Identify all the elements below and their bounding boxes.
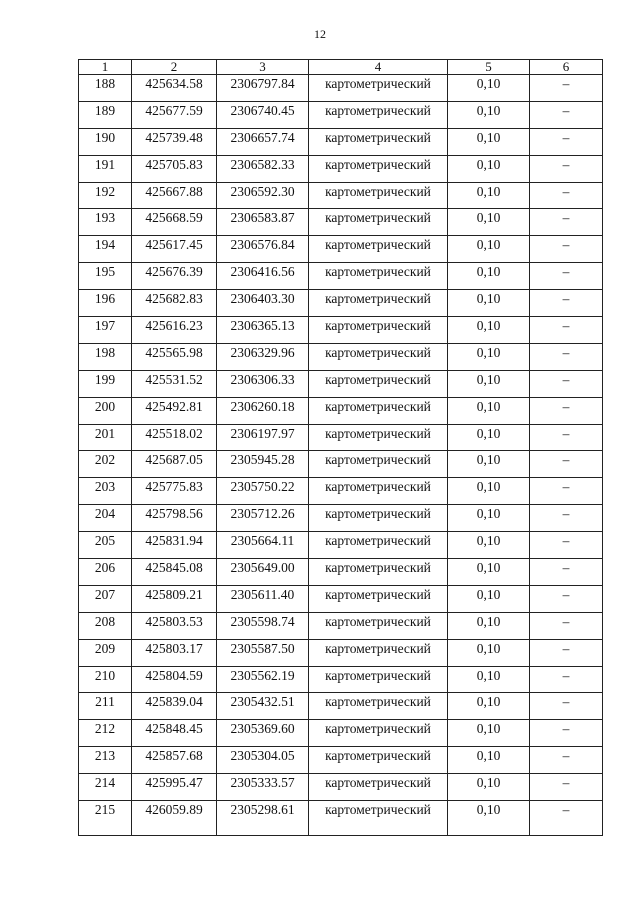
point-number-cell: 214 [79, 774, 132, 801]
accuracy-cell: 0,10 [448, 478, 530, 505]
note-cell: – [530, 101, 603, 128]
point-number-cell: 188 [79, 75, 132, 102]
accuracy-cell: 0,10 [448, 505, 530, 532]
method-cell: картометрический [309, 774, 448, 801]
point-number-cell: 192 [79, 182, 132, 209]
y-coordinate-cell: 2305304.05 [217, 747, 309, 774]
y-coordinate-cell: 2306403.30 [217, 290, 309, 317]
note-cell: – [530, 666, 603, 693]
point-number-cell: 198 [79, 343, 132, 370]
point-number-cell: 206 [79, 559, 132, 586]
accuracy-cell: 0,10 [448, 317, 530, 344]
y-coordinate-cell: 2305649.00 [217, 559, 309, 586]
accuracy-cell: 0,10 [448, 451, 530, 478]
x-coordinate-cell: 425705.83 [132, 155, 217, 182]
table-row [79, 101, 603, 128]
x-coordinate-cell: 425531.52 [132, 370, 217, 397]
x-coordinate-cell: 425668.59 [132, 209, 217, 236]
method-cell: картометрический [309, 693, 448, 720]
method-cell: картометрический [309, 263, 448, 290]
note-cell: – [530, 559, 603, 586]
y-coordinate-cell: 2306740.45 [217, 101, 309, 128]
page-number: 12 [314, 27, 326, 41]
point-number-cell: 204 [79, 505, 132, 532]
note-cell: – [530, 317, 603, 344]
method-cell: картометрический [309, 128, 448, 155]
point-number-cell: 193 [79, 209, 132, 236]
note-cell: – [530, 209, 603, 236]
note-cell: – [530, 128, 603, 155]
note-cell: – [530, 585, 603, 612]
x-coordinate-cell: 425803.53 [132, 612, 217, 639]
y-coordinate-cell: 2306365.13 [217, 317, 309, 344]
point-number-cell: 209 [79, 639, 132, 666]
table-row [79, 370, 603, 397]
table-row [79, 209, 603, 236]
table-row [79, 801, 603, 836]
method-cell: картометрический [309, 451, 448, 478]
method-cell: картометрический [309, 478, 448, 505]
method-cell: картометрический [309, 666, 448, 693]
table-row [79, 774, 603, 801]
x-coordinate-cell: 425739.48 [132, 128, 217, 155]
y-coordinate-cell: 2306416.56 [217, 263, 309, 290]
x-coordinate-cell: 425682.83 [132, 290, 217, 317]
point-number-cell: 210 [79, 666, 132, 693]
point-number-cell: 207 [79, 585, 132, 612]
x-coordinate-cell: 426059.89 [132, 801, 217, 836]
table-row [79, 639, 603, 666]
accuracy-cell: 0,10 [448, 801, 530, 836]
coordinates-table [78, 59, 603, 836]
note-cell: – [530, 505, 603, 532]
y-coordinate-cell: 2306797.84 [217, 75, 309, 102]
table-row [79, 451, 603, 478]
x-coordinate-cell: 425804.59 [132, 666, 217, 693]
accuracy-cell: 0,10 [448, 263, 530, 290]
x-coordinate-cell: 425775.83 [132, 478, 217, 505]
method-cell: картометрический [309, 101, 448, 128]
table-row [79, 317, 603, 344]
accuracy-cell: 0,10 [448, 532, 530, 559]
table-row [79, 747, 603, 774]
point-number-cell: 189 [79, 101, 132, 128]
method-cell: картометрический [309, 236, 448, 263]
y-coordinate-cell: 2306260.18 [217, 397, 309, 424]
table-row [79, 585, 603, 612]
accuracy-cell: 0,10 [448, 639, 530, 666]
point-number-cell: 196 [79, 290, 132, 317]
y-coordinate-cell: 2305598.74 [217, 612, 309, 639]
note-cell: – [530, 155, 603, 182]
accuracy-cell: 0,10 [448, 343, 530, 370]
note-cell: – [530, 182, 603, 209]
note-cell: – [530, 747, 603, 774]
y-coordinate-cell: 2306306.33 [217, 370, 309, 397]
method-cell: картометрический [309, 720, 448, 747]
point-number-cell: 203 [79, 478, 132, 505]
accuracy-cell: 0,10 [448, 209, 530, 236]
note-cell: – [530, 290, 603, 317]
method-cell: картометрический [309, 612, 448, 639]
header-row [79, 60, 603, 75]
note-cell: – [530, 801, 603, 836]
x-coordinate-cell: 425798.56 [132, 505, 217, 532]
accuracy-cell: 0,10 [448, 585, 530, 612]
method-cell: картометрический [309, 559, 448, 586]
point-number-cell: 200 [79, 397, 132, 424]
y-coordinate-cell: 2305611.40 [217, 585, 309, 612]
point-number-cell: 215 [79, 801, 132, 836]
x-coordinate-cell: 425809.21 [132, 585, 217, 612]
point-number-cell: 208 [79, 612, 132, 639]
column-header-5: 5 [448, 60, 530, 75]
note-cell: – [530, 612, 603, 639]
y-coordinate-cell: 2305432.51 [217, 693, 309, 720]
note-cell: – [530, 639, 603, 666]
table-body [79, 75, 603, 836]
x-coordinate-cell: 425839.04 [132, 693, 217, 720]
method-cell: картометрический [309, 209, 448, 236]
point-number-cell: 205 [79, 532, 132, 559]
method-cell: картометрический [309, 317, 448, 344]
accuracy-cell: 0,10 [448, 424, 530, 451]
point-number-cell: 190 [79, 128, 132, 155]
x-coordinate-cell: 425676.39 [132, 263, 217, 290]
accuracy-cell: 0,10 [448, 182, 530, 209]
y-coordinate-cell: 2305298.61 [217, 801, 309, 836]
method-cell: картометрический [309, 532, 448, 559]
method-cell: картометрический [309, 505, 448, 532]
y-coordinate-cell: 2305369.60 [217, 720, 309, 747]
method-cell: картометрический [309, 182, 448, 209]
method-cell: картометрический [309, 424, 448, 451]
method-cell: картометрический [309, 290, 448, 317]
method-cell: картометрический [309, 747, 448, 774]
note-cell: – [530, 774, 603, 801]
accuracy-cell: 0,10 [448, 370, 530, 397]
point-number-cell: 199 [79, 370, 132, 397]
point-number-cell: 213 [79, 747, 132, 774]
x-coordinate-cell: 425687.05 [132, 451, 217, 478]
accuracy-cell: 0,10 [448, 693, 530, 720]
column-header-4: 4 [309, 60, 448, 75]
point-number-cell: 201 [79, 424, 132, 451]
accuracy-cell: 0,10 [448, 155, 530, 182]
y-coordinate-cell: 2305333.57 [217, 774, 309, 801]
y-coordinate-cell: 2305945.28 [217, 451, 309, 478]
accuracy-cell: 0,10 [448, 101, 530, 128]
x-coordinate-cell: 425634.58 [132, 75, 217, 102]
note-cell: – [530, 532, 603, 559]
accuracy-cell: 0,10 [448, 666, 530, 693]
note-cell: – [530, 343, 603, 370]
x-coordinate-cell: 425995.47 [132, 774, 217, 801]
method-cell: картометрический [309, 343, 448, 370]
table-row [79, 155, 603, 182]
note-cell: – [530, 693, 603, 720]
y-coordinate-cell: 2306657.74 [217, 128, 309, 155]
y-coordinate-cell: 2305750.22 [217, 478, 309, 505]
point-number-cell: 211 [79, 693, 132, 720]
table-row [79, 559, 603, 586]
y-coordinate-cell: 2306583.87 [217, 209, 309, 236]
table-row [79, 236, 603, 263]
accuracy-cell: 0,10 [448, 128, 530, 155]
x-coordinate-cell: 425831.94 [132, 532, 217, 559]
x-coordinate-cell: 425677.59 [132, 101, 217, 128]
method-cell: картометрический [309, 370, 448, 397]
method-cell: картометрический [309, 75, 448, 102]
accuracy-cell: 0,10 [448, 747, 530, 774]
accuracy-cell: 0,10 [448, 290, 530, 317]
x-coordinate-cell: 425803.17 [132, 639, 217, 666]
y-coordinate-cell: 2306329.96 [217, 343, 309, 370]
table-row [79, 263, 603, 290]
x-coordinate-cell: 425845.08 [132, 559, 217, 586]
table-row [79, 666, 603, 693]
note-cell: – [530, 478, 603, 505]
point-number-cell: 212 [79, 720, 132, 747]
table-row [79, 478, 603, 505]
accuracy-cell: 0,10 [448, 236, 530, 263]
table-row [79, 612, 603, 639]
y-coordinate-cell: 2305712.26 [217, 505, 309, 532]
note-cell: – [530, 236, 603, 263]
point-number-cell: 194 [79, 236, 132, 263]
column-header-1: 1 [79, 60, 132, 75]
note-cell: – [530, 75, 603, 102]
accuracy-cell: 0,10 [448, 774, 530, 801]
x-coordinate-cell: 425857.68 [132, 747, 217, 774]
y-coordinate-cell: 2305664.11 [217, 532, 309, 559]
accuracy-cell: 0,10 [448, 397, 530, 424]
x-coordinate-cell: 425492.81 [132, 397, 217, 424]
x-coordinate-cell: 425667.88 [132, 182, 217, 209]
y-coordinate-cell: 2306592.30 [217, 182, 309, 209]
method-cell: картометрический [309, 155, 448, 182]
method-cell: картометрический [309, 639, 448, 666]
x-coordinate-cell: 425617.45 [132, 236, 217, 263]
x-coordinate-cell: 425848.45 [132, 720, 217, 747]
accuracy-cell: 0,10 [448, 559, 530, 586]
table-row [79, 290, 603, 317]
point-number-cell: 195 [79, 263, 132, 290]
column-header-2: 2 [132, 60, 217, 75]
note-cell: – [530, 424, 603, 451]
point-number-cell: 197 [79, 317, 132, 344]
table-row [79, 343, 603, 370]
method-cell: картометрический [309, 585, 448, 612]
table-row [79, 397, 603, 424]
table-row [79, 182, 603, 209]
table-row [79, 720, 603, 747]
accuracy-cell: 0,10 [448, 75, 530, 102]
y-coordinate-cell: 2306582.33 [217, 155, 309, 182]
y-coordinate-cell: 2306197.97 [217, 424, 309, 451]
accuracy-cell: 0,10 [448, 720, 530, 747]
note-cell: – [530, 397, 603, 424]
y-coordinate-cell: 2305562.19 [217, 666, 309, 693]
table-row [79, 424, 603, 451]
accuracy-cell: 0,10 [448, 612, 530, 639]
y-coordinate-cell: 2306576.84 [217, 236, 309, 263]
point-number-cell: 191 [79, 155, 132, 182]
x-coordinate-cell: 425518.02 [132, 424, 217, 451]
table-row [79, 128, 603, 155]
x-coordinate-cell: 425616.23 [132, 317, 217, 344]
method-cell: картометрический [309, 801, 448, 836]
table-row [79, 693, 603, 720]
method-cell: картометрический [309, 397, 448, 424]
x-coordinate-cell: 425565.98 [132, 343, 217, 370]
note-cell: – [530, 451, 603, 478]
note-cell: – [530, 720, 603, 747]
column-header-3: 3 [217, 60, 309, 75]
point-number-cell: 202 [79, 451, 132, 478]
note-cell: – [530, 263, 603, 290]
column-header-6: 6 [530, 60, 603, 75]
table-row [79, 532, 603, 559]
table-row [79, 75, 603, 102]
y-coordinate-cell: 2305587.50 [217, 639, 309, 666]
table-row [79, 505, 603, 532]
note-cell: – [530, 370, 603, 397]
